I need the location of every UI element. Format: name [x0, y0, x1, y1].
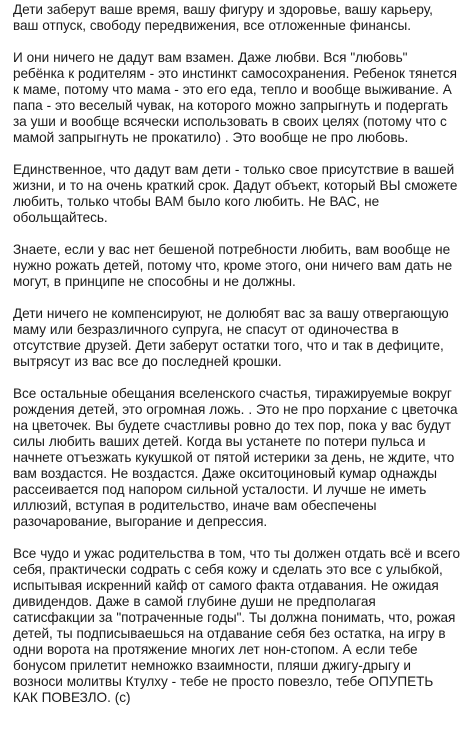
paragraph-6: Все остальные обещания вселенского счастья, тиражируемые вокруг рождения детей, это огромная ложь. . Это не про порхание с цветочка на цветочек. Вы будете счастливы ровно до тех пор, пока у вас будут силы любить ваших детей. Когда вы устанете по потери пульса и начнете отъезжать кукушкой от пятой истерики за день, не ждите, что вам воздастся. Не воздастся. Даже окситоциновый кумар однажды рассеивается под напором сильной усталости. И лучше не иметь иллюзий, вступая в родительство, иначе вам обеспечены разочарование, выгорание и депрессия. [13, 386, 458, 529]
paragraph-3: Единственное, что дадут вам дети - только свое присутствие в вашей жизни, и то на очень краткий срок. Дадут объект, который ВЫ сможете любить, только чтобы ВАМ было кого любить. Не ВАС, не обольщайтесь. [13, 162, 458, 225]
paragraph-4: Знаете, если у вас нет бешеной потребности любить, вам вообще не нужно рожать детей, потому что, кроме этого, они ничего вам дать не могут, в принципе не способны и не должны. [13, 242, 453, 289]
paragraph-2: И они ничего не дадут вам взамен. Даже любви. Вся "любовь" ребёнка к родителям - это инстинкт самосохранения. Ребенок тянется к маме, потому что мама - это его еда, тепло и вообще выживание. А папа - это веселый чувак, на которого можно запрыгнуть и подергать за уши и вообще всячески использовать в своих целях (потому что с мамой запрыгнуть не прокатило) . Это вообще не про любовь. [13, 50, 457, 145]
paragraph-5: Дети ничего не компенсируют, не долюбят вас за вашу отвергающую маму или безразличного супруга, не спасут от одиночества в отсутствие друзей. Дети заберут остатки того, что и так в дефиците, вытрясут из вас все до последней крошки. [13, 306, 449, 369]
paragraph-7: Все чудо и ужас родительства в том, что ты должен отдать всё и всего себя, практически содрать с себя кожу и сделать это все с улыбкой, испытывая искренний кайф от самого факта отдавания. Не ожидая дивидендов. Даже в самой глубине души не предполагая сатисфакции за "потраченные годы". Ты должна понимать, что, рожая детей, ты подписываешься на отдавание себя без остатка, на игру в одни ворота на протяжение многих лет нон-стопом. А если тебе бонусом прилетит немножко взаимности, пляши джигу-дрыгу и возноси молитвы Ктулху - тебе не просто повезло, тебе ОПУПЕТЬ КАК ПОВЕЗЛО. (с) [13, 546, 461, 705]
paragraph-1: Дети заберут ваше время, вашу фигуру и здоровье, вашу карьеру, ваш отпуск, свободу передвижения, все отложенные финансы. [13, 2, 433, 33]
